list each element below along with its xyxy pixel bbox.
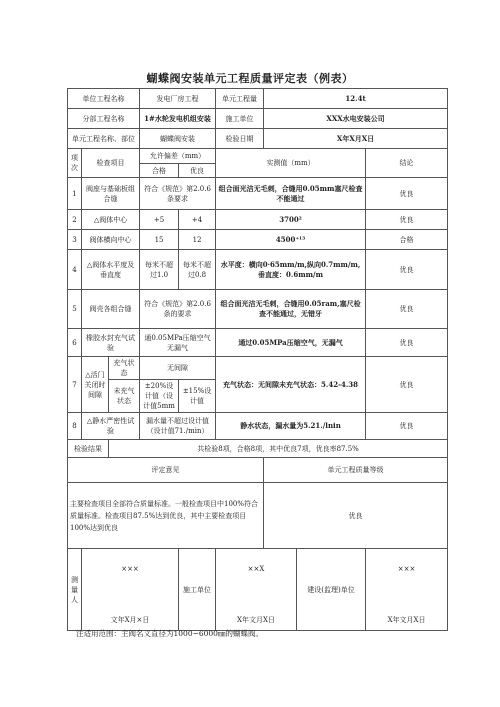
row-no: 2 <box>68 210 82 230</box>
row-result: 优良 <box>366 290 448 329</box>
col-excellent: 优良 <box>179 164 216 178</box>
unit-project-label: 单位工程名称 <box>68 89 140 109</box>
grade-label: 单元工程质量等级 <box>264 458 448 483</box>
row-item: △阀体水平度及垂直度 <box>82 250 140 290</box>
row-measured: 组合面光洁无毛刺，合缝用0.05mm塞尺检查不能通过 <box>216 178 366 210</box>
col-item: 检查项目 <box>82 149 140 178</box>
row-measured: 充气状态：无间隙未充气状态：5.42-4.38 <box>216 357 366 413</box>
signature-row <box>68 549 448 631</box>
row-no: 7 <box>68 357 82 413</box>
row-subitem: 未充气状态 <box>109 380 140 413</box>
row-result: 优良 <box>366 413 448 440</box>
supervise-sign-cell <box>366 549 448 631</box>
row-item: △阀体中心 <box>82 210 140 230</box>
date-label: 检验日期 <box>216 129 264 149</box>
row-subitem: 充气状态 <box>109 357 140 380</box>
row-result: 优良 <box>366 250 448 290</box>
evaluation-header-row <box>68 458 448 483</box>
row-result: 优良 <box>366 210 448 230</box>
row-excellent: 12 <box>179 230 216 250</box>
sub-project-value: 1#水轮发电机组安装 <box>140 109 216 129</box>
survey-name: ××× <box>121 564 139 573</box>
row-item: 阀座与基础板组合缝 <box>82 178 140 210</box>
row-result: 优良 <box>366 329 448 357</box>
row-excellent: +4 <box>179 210 216 230</box>
row-sub2-qualified: ±20%设计值（设计值5mm <box>140 380 179 413</box>
opinion-label: 评定意见 <box>68 458 264 483</box>
row-item: 橡胶水封充气试验 <box>82 329 140 357</box>
unit-project-value: 发电厂房工程 <box>140 89 216 109</box>
unit-quantity-value: 12.4t <box>264 89 448 109</box>
row-measured: 水平度：横向0·65mm/m,纵向0.7mm/m,垂直度：0.6mm/m <box>216 250 366 290</box>
inspection-row <box>68 440 448 458</box>
scope-note: 注适用范围：主阀名义直径为1000~6000㎜的蝴蝶阀。 <box>76 629 263 638</box>
col-qualified: 合格 <box>140 164 179 178</box>
supervise-label: 建设(监理)单位 <box>297 549 366 631</box>
row-qualified: 15 <box>140 230 179 250</box>
date-value: X年X月X日 <box>264 129 448 149</box>
row-no: 3 <box>68 230 82 250</box>
row-measured: 通过0.05MPa压缩空气，无漏气 <box>216 329 366 357</box>
row-item: △活门关闭时间隙 <box>82 357 109 413</box>
table-row <box>68 290 448 329</box>
table-row <box>68 230 448 250</box>
construct-name: ××X <box>247 564 265 573</box>
row-item: 阀壳各组合缝 <box>82 290 140 329</box>
row-no: 6 <box>68 329 82 357</box>
row-result: 合格 <box>366 230 448 250</box>
table-row <box>68 329 448 357</box>
element-value: 蝴蝶阀安装 <box>140 129 216 149</box>
form-title: 蝴蝶阀安装单元工程质量评定表（例表） <box>146 72 354 85</box>
header-row-3 <box>68 129 448 149</box>
inspection-label: 检验结果 <box>68 440 109 458</box>
col-tolerance: 允许偏差（mm） <box>140 149 216 164</box>
evaluation-row <box>68 483 448 549</box>
col-seq: 项次 <box>68 149 82 178</box>
header-row-1 <box>68 89 448 109</box>
contractor-value: XXX水电安装公司 <box>264 109 448 129</box>
table-row <box>68 250 448 290</box>
element-label: 单元工程名称、部位 <box>68 129 140 149</box>
unit-quantity-label: 单元工程量 <box>216 89 264 109</box>
table-row <box>68 210 448 230</box>
row-no: 5 <box>68 290 82 329</box>
row-measured: 4500⁺¹³ <box>216 230 366 250</box>
construct-date: X年文月X日 <box>237 615 276 624</box>
row-measured: 静水状态，漏水量为5.21./lnin <box>216 413 366 440</box>
row-tolerance: 符合《规范》第2.0.6条要求 <box>140 178 216 210</box>
row-measured: 组合面光洁无毛刺，合缝用0.05ram,塞尺检查不能通过，无错牙 <box>216 290 366 329</box>
row-qualified: 每米不超过1.0 <box>140 250 179 290</box>
row-measured: 3700² <box>216 210 366 230</box>
row-sub2-excellent: ±15%设计值 <box>179 380 216 413</box>
row-no: 1 <box>68 178 82 210</box>
opinion-text: 主要检查项目全部符合质量标准。一般检查项目中100%符合质量标准。检查项目87.5%达到优良，其中主要检查项目100%达到优良 <box>68 483 264 549</box>
construct-label: 施工单位 <box>179 549 216 631</box>
row-excellent: 每米不超过0.8 <box>179 250 216 290</box>
row-tolerance: 通0.05MPa压缩空气无漏气 <box>140 329 216 357</box>
construct-sign-cell <box>216 549 297 631</box>
sub-project-label: 分部工程名称 <box>68 109 140 129</box>
survey-date: 文年X月×日 <box>110 615 150 624</box>
table-row <box>68 413 448 440</box>
col-conclusion: 结论 <box>366 149 448 178</box>
row-no: 4 <box>68 250 82 290</box>
table-row <box>68 357 448 380</box>
col-measured: 实测值（mm） <box>216 149 366 178</box>
survey-sign-cell <box>82 549 179 631</box>
supervise-name: ××× <box>397 564 416 573</box>
row-result: 优良 <box>366 178 448 210</box>
row-tolerance: 漏水量不超过设计值（设计值71./min） <box>140 413 216 440</box>
row-item: △静水严密性试验 <box>82 413 140 440</box>
row-qualified: +5 <box>140 210 179 230</box>
column-header-row <box>68 149 448 164</box>
inspection-value: 共检验8项，合格8项，其中优良7项，优良率87.5% <box>109 440 448 458</box>
row-no: 8 <box>68 413 82 440</box>
survey-label: 测量人 <box>68 549 82 631</box>
evaluation-table <box>67 88 448 631</box>
row-result: 优良 <box>366 357 448 413</box>
header-row-2 <box>68 109 448 129</box>
row-tolerance: 符合《规范》第2.0.6条的要求 <box>140 290 216 329</box>
supervise-date: X年文月X日 <box>387 615 426 624</box>
row-item: 阀体横向中心 <box>82 230 140 250</box>
contractor-label: 施工单位 <box>216 109 264 129</box>
row-sub1-tolerance: 无间隙 <box>140 357 216 380</box>
grade-value: 优良 <box>264 483 448 549</box>
table-row <box>68 178 448 210</box>
